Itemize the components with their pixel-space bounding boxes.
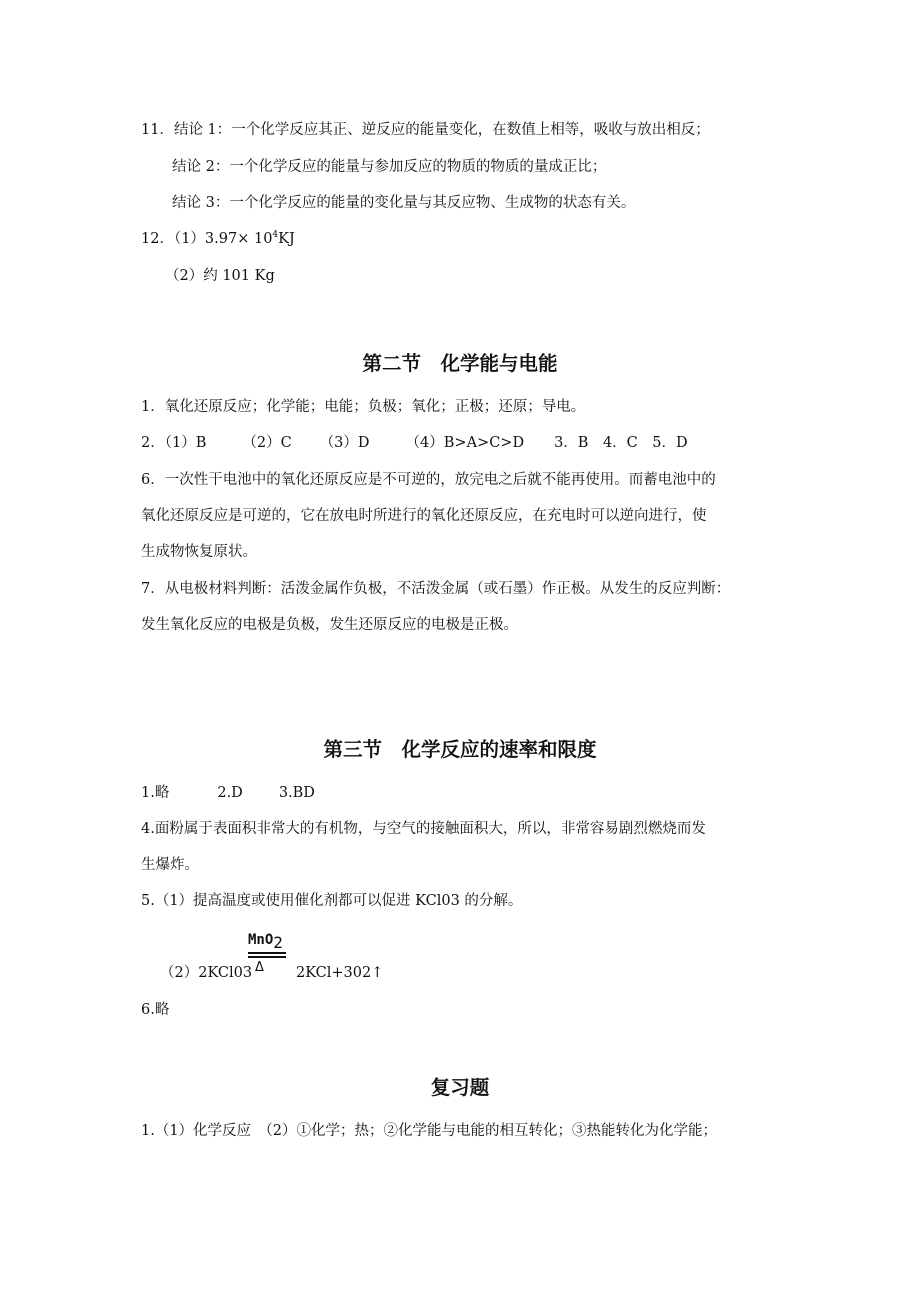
heat-condition-symbol: Δ [255,960,264,975]
answer-12-exponent: 4 [272,230,279,240]
answer-12-value: 12．（1）3.97× 10 [141,231,273,247]
s2-answer-2-part-2: （2）C [242,435,292,451]
catalyst-subscript: 2 [273,933,283,952]
answer-12-line-2: （2）约 101 Kg [165,268,275,284]
s2-answer-2-part-1: 2．（1）B [141,435,207,451]
equation-product: 2KCl+302↑ [296,965,384,981]
s2-answer-6-line-3: 生成物恢复原状。 [141,544,257,560]
s2-answer-2-part-4: （4）B>A>C>D [405,435,525,451]
s3-answer-6: 6.略 [141,1002,170,1018]
equation-bar-top [248,952,286,954]
s2-answer-7-line-1: 7．从电极材料判断：活泼金属作负极，不活泼金属（或石墨）作正极。从发生的反应判断： [141,581,731,597]
s2-answer-7-line-2: 发生氧化反应的电极是负极，发生还原反应的电极是正极。 [141,617,518,633]
s2-answer-2-part-3: （3）D [319,435,370,451]
section-2-title: 第二节 化学能与电能 [362,352,558,375]
section-3-title: 第三节 化学反应的速率和限度 [323,738,597,761]
answer-11-line-2: 结论 2：一个化学反应的能量与参加反应的物质的物质的量成正比； [172,159,607,175]
s3-answer-2: 2.D [217,785,243,801]
s3-answer-5-line-1: 5.（1）提高温度或使用催化剂都可以促进 KCl03 的分解。 [141,893,523,909]
s2-answer-6-line-1: 6．一次性干电池中的氧化还原反应是不可逆的，放完电之后就不能再使用。而蓄电池中的 [141,472,716,488]
catalyst-label [248,929,283,952]
review-title: 复习题 [430,1076,490,1099]
equation-reactant: （2）2KCl03 [160,965,253,981]
s3-answers-1-3 [141,784,315,802]
s2-answer-6-line-2: 氧化还原反应是可逆的，它在放电时所进行的氧化还原反应，在充电时可以逆向进行，使 [141,508,707,524]
s3-answer-3: 3.BD [278,785,315,801]
answer-11-line-3: 结论 3：一个化学反应的能量的变化量与其反应物、生成物的状态有关。 [172,195,636,211]
s3-answer-4-line-2: 生爆炸。 [141,857,199,873]
answer-12-line-1 [141,230,295,248]
s2-answer-1: 1．氧化还原反应；化学能；电能；负极；氧化；正极；还原；导电。 [141,399,586,415]
review-answer-1: 1.（1）化学反应 （2）①化学；热；②化学能与电能的相互转化；③热能转化为化学能； [141,1123,718,1139]
catalyst-formula: MnO [248,932,274,948]
s3-answer-4-line-1: 4.面粉属于表面积非常大的有机物，与空气的接触面积大，所以，非常容易剧烈燃烧而发 [141,821,706,837]
s3-answer-1: 1.略 [141,785,170,801]
equation-bar-bottom [248,956,286,958]
answer-12-unit: KJ [278,231,295,247]
answer-11-line-1: 11．结论 1：一个化学反应其正、逆反应的能量变化，在数值上相等，吸收与放出相反； [141,122,710,138]
s2-answers-3-5: 3．B 4．C 5．D [554,435,688,451]
s2-answer-2-5 [141,434,688,452]
